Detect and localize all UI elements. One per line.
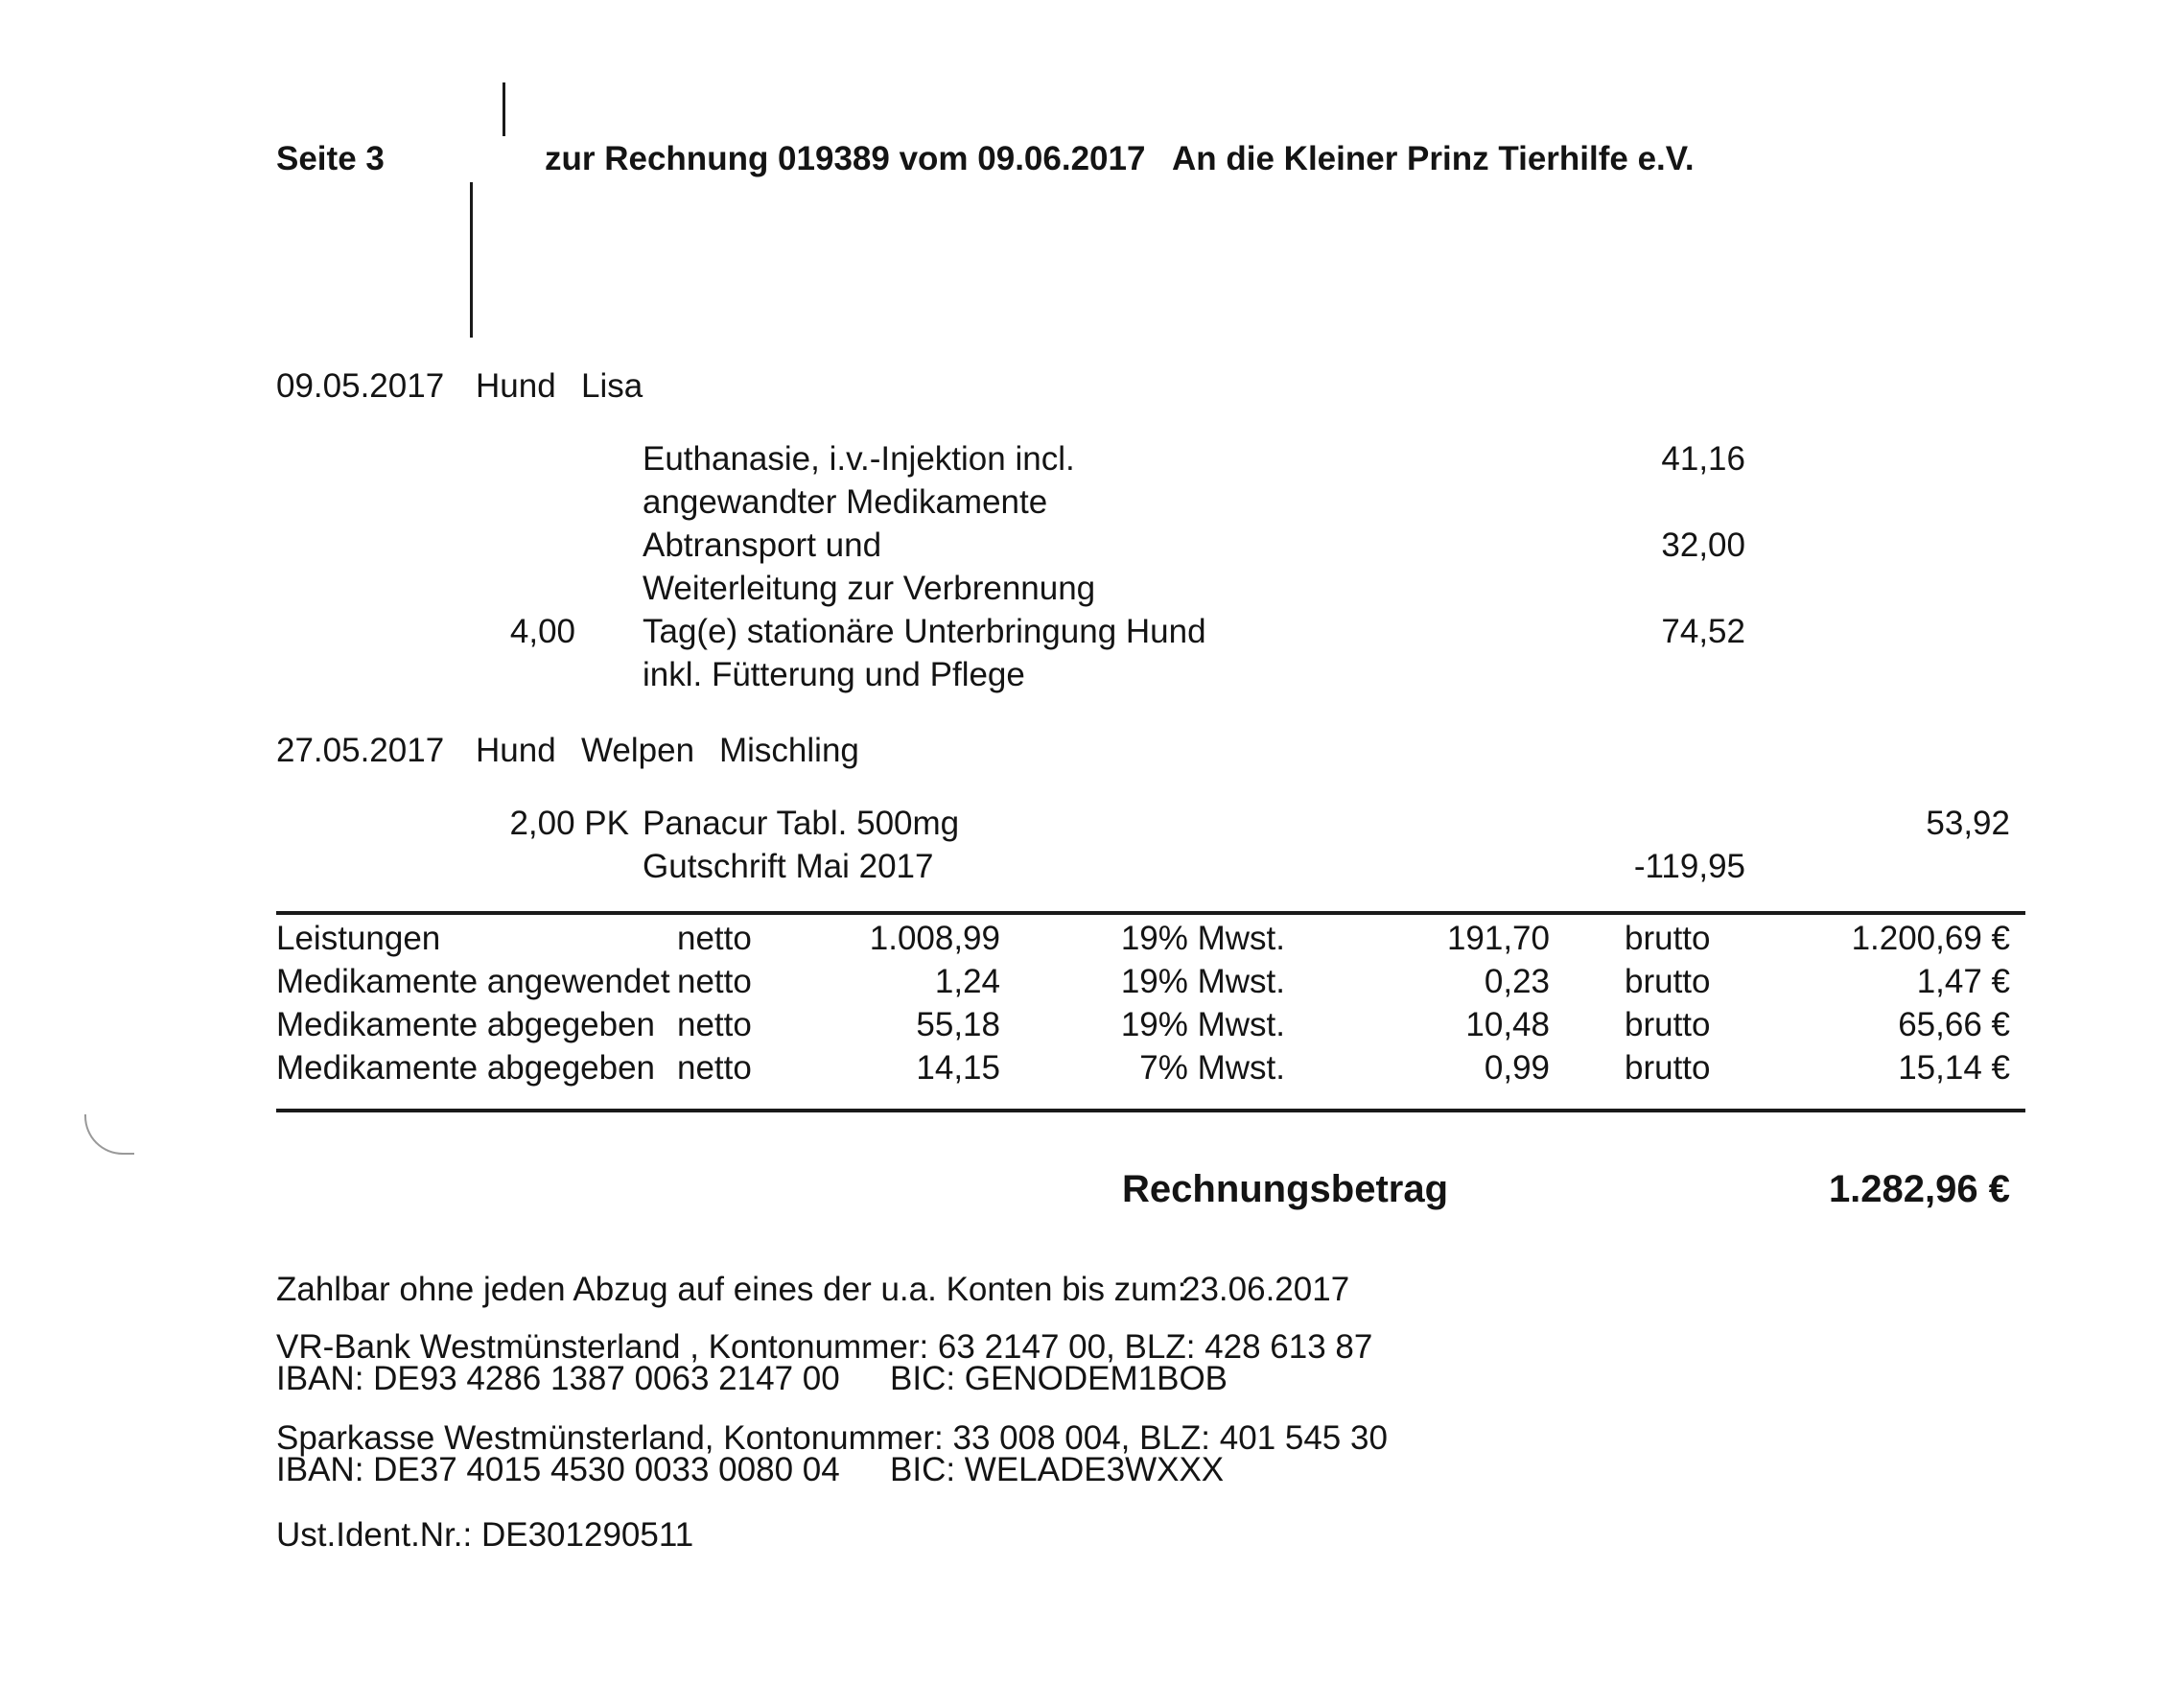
bank2-bic: BIC: WELADE3WXXX [890, 1451, 1225, 1488]
summary-brutto: 1,47 € [1916, 963, 2010, 1000]
item-amount-dispensed: 53,92 [1926, 805, 2010, 842]
punch-mark [84, 1114, 134, 1155]
page-number: Seite 3 [276, 140, 385, 177]
entry-date: 27.05.2017 [276, 732, 445, 769]
item-description: Euthanasie, i.v.-Injektion incl. [643, 440, 1075, 478]
summary-netto-label: netto [677, 963, 752, 1000]
summary-label: Medikamente abgegeben [276, 1006, 656, 1043]
vat-id: Ust.Ident.Nr.: DE301290511 [276, 1516, 694, 1554]
summary-brutto: 65,66 € [1898, 1006, 2010, 1043]
item-description: Panacur Tabl. 500mg [643, 805, 960, 842]
summary-netto: 1,24 [934, 963, 1000, 1000]
entry-breed: Mischling [719, 732, 859, 769]
summary-label: Medikamente angewendet [276, 963, 670, 1000]
summary-brutto-label: brutto [1625, 920, 1711, 957]
summary-netto-label: netto [677, 1006, 752, 1043]
summary-netto: 1.008,99 [869, 920, 1000, 957]
item-description: angewandter Medikamente [643, 483, 1048, 521]
entry-animal: Hund [476, 367, 556, 405]
item-amount: 32,00 [1661, 526, 1745, 564]
invoice-reference: zur Rechnung 019389 vom 09.06.2017 [545, 140, 1146, 177]
item-amount: 41,16 [1661, 440, 1745, 478]
summary-tax: 10,48 [1465, 1006, 1550, 1043]
recipient: An die Kleiner Prinz Tierhilfe e.V. [1172, 140, 1695, 177]
summary-bottom-rule [276, 1109, 2025, 1112]
summary-mwst: 19% Mwst. [1120, 920, 1285, 957]
item-description: Gutschrift Mai 2017 [643, 848, 934, 885]
payment-terms: Zahlbar ohne jeden Abzug auf eines der u.a. Konten bis zum: [276, 1271, 1187, 1308]
summary-netto: 14,15 [916, 1049, 1000, 1087]
item-amount: 74,52 [1661, 613, 1745, 650]
summary-mwst: 19% Mwst. [1120, 963, 1285, 1000]
due-date: 23.06.2017 [1181, 1271, 1350, 1308]
summary-mwst: 19% Mwst. [1120, 1006, 1285, 1043]
bank2-details: Sparkasse Westmünsterland, Kontonummer: 33 008 004, BLZ: 401 545 30 [276, 1419, 1388, 1457]
summary-brutto-label: brutto [1625, 1006, 1711, 1043]
summary-brutto: 15,14 € [1898, 1049, 2010, 1087]
summary-tax: 191,70 [1446, 920, 1550, 957]
item-description: inkl. Fütterung und Pflege [643, 656, 1025, 693]
summary-brutto: 1.200,69 € [1851, 920, 2010, 957]
item-description: Abtransport und [643, 526, 882, 564]
entry-animal: Hund [476, 732, 556, 769]
summary-label: Leistungen [276, 920, 441, 957]
bank1-details: VR-Bank Westmünsterland , Kontonummer: 63 2147 00, BLZ: 428 613 87 [276, 1328, 1373, 1366]
summary-brutto-label: brutto [1625, 963, 1711, 1000]
summary-label: Medikamente abgegeben [276, 1049, 656, 1087]
item-amount: -119,95 [1633, 848, 1745, 885]
margin-line-top [503, 82, 505, 136]
bank1-bic: BIC: GENODEM1BOB [890, 1360, 1228, 1397]
entry-name: Welpen [581, 732, 695, 769]
summary-netto: 55,18 [916, 1006, 1000, 1043]
item-description: Tag(e) stationäre Unterbringung Hund [643, 613, 1206, 650]
total-amount: 1.282,96 € [1828, 1168, 2010, 1210]
item-quantity: 2,00 PK [509, 805, 629, 842]
bank1-iban: IBAN: DE93 4286 1387 0063 2147 00 [276, 1360, 840, 1397]
bank2-iban: IBAN: DE37 4015 4530 0033 0080 04 [276, 1451, 840, 1488]
summary-tax: 0,99 [1484, 1049, 1550, 1087]
summary-tax: 0,23 [1484, 963, 1550, 1000]
entry-name: Lisa [581, 367, 643, 405]
summary-netto-label: netto [677, 1049, 752, 1087]
item-quantity: 4,00 [509, 613, 575, 650]
summary-brutto-label: brutto [1625, 1049, 1711, 1087]
margin-line [470, 182, 473, 338]
summary-top-rule [276, 911, 2025, 915]
total-label: Rechnungsbetrag [1122, 1168, 1449, 1210]
summary-mwst: 7% Mwst. [1139, 1049, 1285, 1087]
entry-date: 09.05.2017 [276, 367, 445, 405]
summary-netto-label: netto [677, 920, 752, 957]
item-description: Weiterleitung zur Verbrennung [643, 570, 1096, 607]
